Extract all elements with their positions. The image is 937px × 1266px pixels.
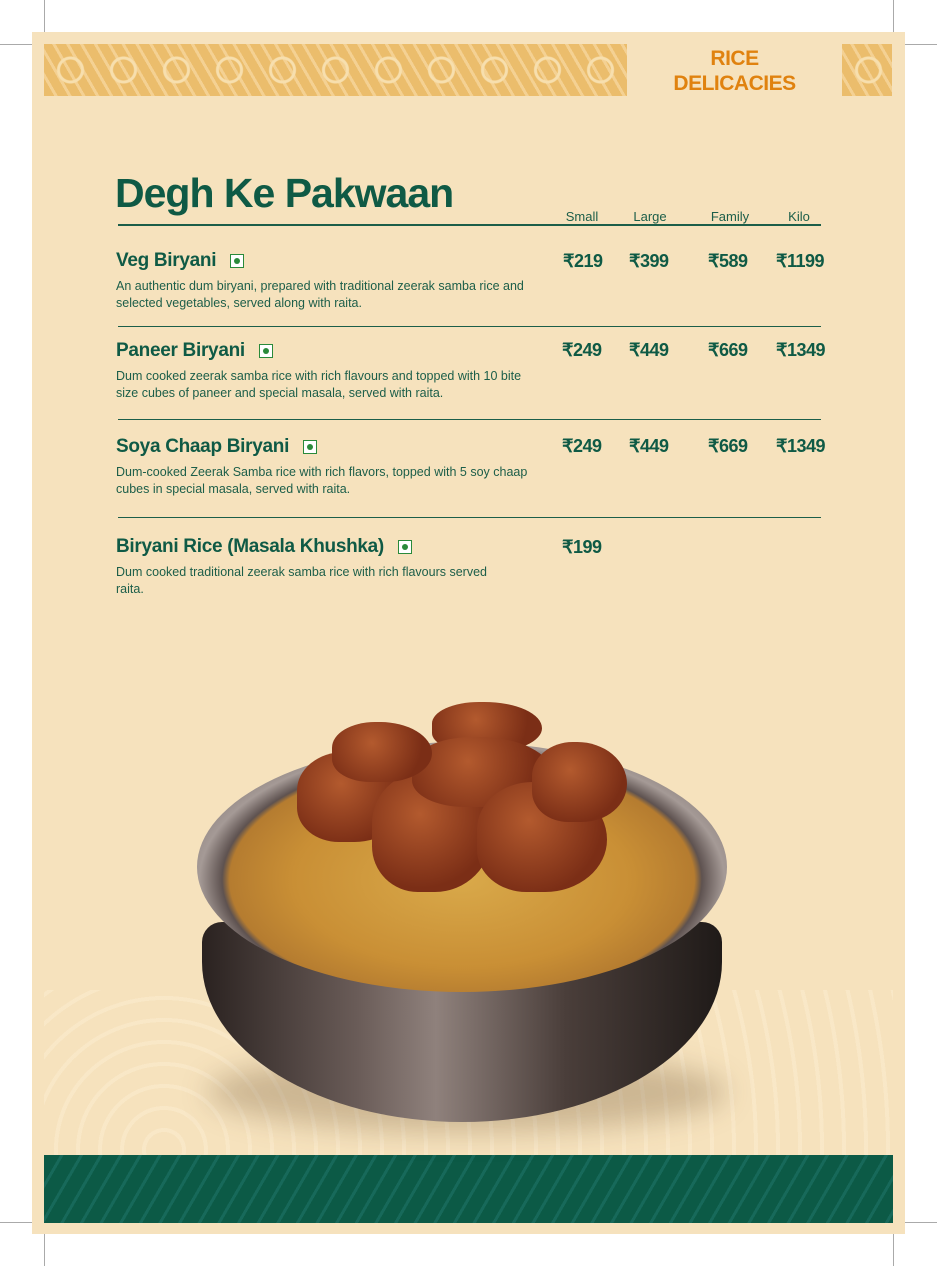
crop-mark bbox=[0, 44, 32, 45]
price-kilo: ₹1349 bbox=[776, 436, 825, 456]
crop-mark bbox=[893, 0, 894, 32]
pattern-band bbox=[44, 44, 627, 96]
divider bbox=[118, 326, 821, 327]
price-small: ₹199 bbox=[562, 537, 602, 557]
section-title-line: DELICACIES bbox=[673, 72, 796, 95]
page-title: Degh Ke Pakwaan bbox=[115, 170, 454, 216]
veg-icon bbox=[398, 540, 412, 554]
crop-mark bbox=[44, 1234, 45, 1266]
item-name: Soya Chaap Biryani bbox=[116, 436, 290, 457]
price-large: ₹399 bbox=[629, 251, 669, 271]
section-title bbox=[632, 46, 837, 96]
price-small: ₹249 bbox=[562, 436, 602, 456]
divider bbox=[118, 419, 821, 420]
item-description: Dum-cooked Zeerak Samba rice with rich flavors, topped with 5 soy chaap cubes in special masala, served with raita. bbox=[116, 465, 528, 496]
veg-icon bbox=[259, 344, 273, 358]
price-kilo: ₹1199 bbox=[776, 251, 825, 271]
price-family: ₹589 bbox=[708, 251, 748, 271]
veg-icon bbox=[303, 440, 317, 454]
price-family: ₹669 bbox=[708, 340, 748, 360]
item-name: Paneer Biryani bbox=[116, 340, 245, 361]
divider bbox=[118, 517, 821, 518]
price-large: ₹449 bbox=[629, 436, 669, 456]
item-name: Biryani Rice (Masala Khushka) bbox=[116, 536, 384, 557]
column-header-small: Small bbox=[565, 209, 599, 224]
section-title-line: RICE bbox=[710, 47, 759, 70]
column-header-kilo: Kilo bbox=[788, 209, 810, 224]
item-description: Dum cooked zeerak samba rice with rich flavours and topped with 10 bite size cubes of paneer and special masala, served with raita. bbox=[116, 369, 522, 400]
column-header-family: Family bbox=[710, 209, 750, 224]
item-description: An authentic dum biryani, prepared with traditional zeerak samba rice and selected vegetables, served along with raita. bbox=[116, 279, 524, 310]
item-name: Veg Biryani bbox=[116, 250, 217, 271]
veg-icon bbox=[230, 254, 244, 268]
item-description: Dum cooked traditional zeerak samba rice with rich flavours served raita. bbox=[116, 565, 487, 596]
footer-pattern-band bbox=[44, 1155, 893, 1223]
price-family: ₹669 bbox=[708, 436, 748, 456]
divider bbox=[118, 224, 821, 226]
crop-mark bbox=[905, 44, 937, 45]
pattern-band bbox=[842, 44, 892, 96]
column-header-large: Large bbox=[633, 209, 667, 224]
price-small: ₹249 bbox=[562, 340, 602, 360]
menu-page bbox=[32, 32, 905, 1234]
price-kilo: ₹1349 bbox=[776, 340, 825, 360]
price-small: ₹219 bbox=[563, 251, 603, 271]
price-large: ₹449 bbox=[629, 340, 669, 360]
menu-item bbox=[116, 536, 836, 598]
crop-mark bbox=[905, 1222, 937, 1223]
crop-mark bbox=[44, 0, 45, 32]
crop-mark bbox=[0, 1222, 32, 1223]
crop-mark bbox=[893, 1234, 894, 1266]
